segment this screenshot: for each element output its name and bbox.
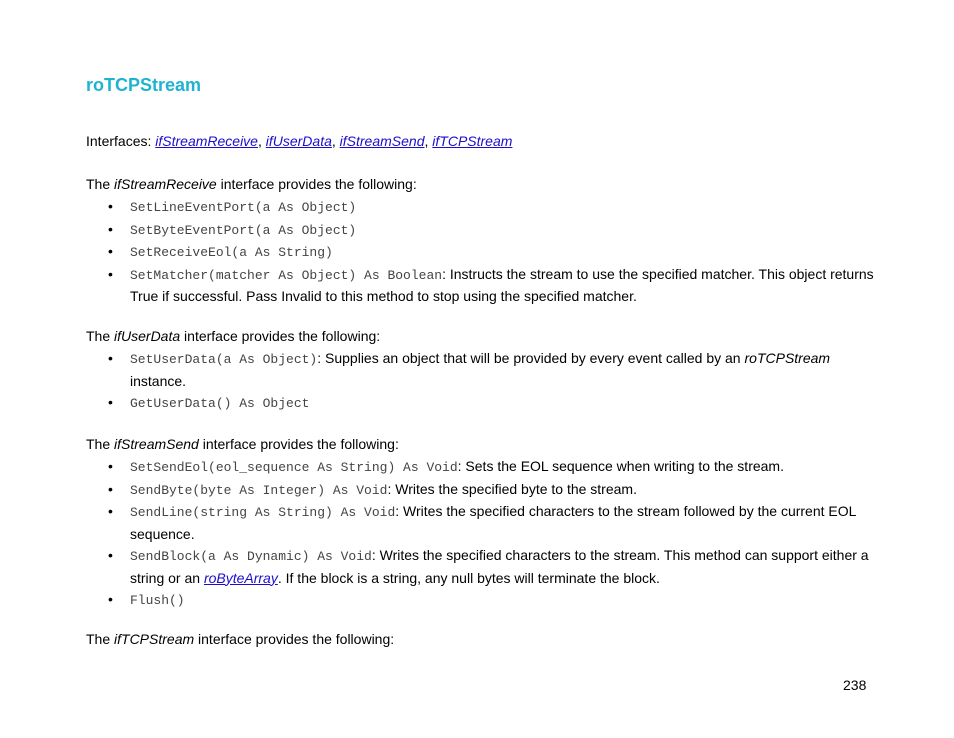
intro-text: The (86, 328, 115, 344)
bullet: • (108, 547, 113, 563)
link-ifuserdata[interactable]: ifUserData (265, 133, 332, 149)
bullet: • (108, 220, 113, 237)
list-item (86, 589, 876, 612)
list-item (86, 348, 876, 392)
method-signature: SetMatcher(matcher As Object) As Boolean (130, 267, 443, 283)
bullet: • (108, 198, 113, 214)
bullet: • (108, 265, 113, 282)
bullet: • (108, 480, 113, 497)
list-item (86, 456, 876, 479)
link-ifstreamreceive[interactable]: ifStreamReceive (155, 133, 258, 149)
interface-name: ifStreamSend (114, 436, 199, 452)
object-name: roTCPStream (744, 350, 831, 366)
section-intro-iftcpstream (86, 631, 394, 647)
intro-text: interface provides the following: (198, 436, 399, 452)
method-description: : Writes the specified characters to the stream. This method can support either a string or an (130, 547, 869, 586)
page-title: roTCPStream (86, 75, 202, 95)
list-item (86, 264, 876, 308)
method-description: : Sets the EOL sequence when writing to the stream. (457, 458, 784, 474)
section-intro-ifstreamsend (86, 436, 399, 452)
interface-name: ifTCPStream (114, 631, 195, 647)
bullet: • (108, 350, 113, 366)
separator: , (331, 133, 340, 149)
section-intro-ifstreamreceive (86, 176, 417, 192)
intro-text: interface provides the following: (194, 631, 395, 647)
list-item (86, 392, 876, 415)
method-list-ifstreamreceive (86, 196, 876, 308)
method-description: : Instructs the stream to use the specified matcher. This object returns True if successful. Pass Invalid to this method to stop using the specified matcher. (130, 265, 874, 304)
method-description-tail: . If the block is a string, any null bytes will terminate the block. (277, 569, 660, 586)
intro-text: interface provides the following: (180, 328, 381, 344)
bullet: • (108, 503, 113, 519)
method-signature: GetUserData() As Object (130, 396, 310, 411)
list-item (86, 479, 876, 502)
intro-text: The (86, 631, 115, 647)
separator: , (424, 133, 433, 149)
method-signature: SetSendEol(eol_sequence As String) As Void (130, 460, 458, 475)
list-item (86, 219, 876, 242)
list-item (86, 501, 876, 545)
page-number: 238 (843, 677, 867, 693)
list-item (86, 241, 876, 264)
intro-text: The (86, 176, 115, 192)
method-signature: SetUserData(a As Object) (130, 352, 318, 367)
separator: , (257, 133, 266, 149)
method-description-tail: instance. (130, 372, 187, 389)
method-signature: SendByte(byte As Integer) As Void (130, 482, 388, 498)
interface-name: ifUserData (114, 328, 181, 344)
method-list-ifstreamsend (86, 456, 876, 612)
method-description: : Writes the specified byte to the stream. (387, 480, 637, 497)
list-item (86, 545, 876, 589)
intro-text: The (86, 436, 115, 452)
interfaces-line (86, 133, 512, 149)
method-signature: SendLine(string As String) As Void (130, 505, 396, 520)
method-signature: SetReceiveEol(a As String) (130, 245, 333, 260)
list-item (86, 196, 876, 219)
bullet: • (108, 591, 113, 607)
link-robytearray[interactable]: roByteArray (203, 569, 278, 586)
interface-name: ifStreamReceive (114, 176, 217, 192)
bullet: • (108, 394, 113, 410)
method-signature: SetLineEventPort(a As Object) (130, 200, 357, 215)
interfaces-prefix: Interfaces: (86, 133, 156, 149)
link-iftcpstream[interactable]: ifTCPStream (432, 133, 513, 149)
method-signature: Flush() (130, 593, 185, 608)
bullet: • (108, 458, 113, 474)
link-ifstreamsend[interactable]: ifStreamSend (339, 133, 425, 149)
section-intro-ifuserdata (86, 328, 380, 344)
method-signature: SetByteEventPort(a As Object) (130, 222, 357, 238)
method-description: : Writes the specified characters to the stream followed by the current EOL sequence. (130, 503, 856, 542)
bullet: • (108, 243, 113, 259)
method-description: : Supplies an object that will be provided by every event called by an (317, 350, 745, 366)
method-list-ifuserdata (86, 348, 876, 415)
method-signature: SendBlock(a As Dynamic) As Void (130, 549, 372, 564)
intro-text: interface provides the following: (216, 176, 417, 192)
